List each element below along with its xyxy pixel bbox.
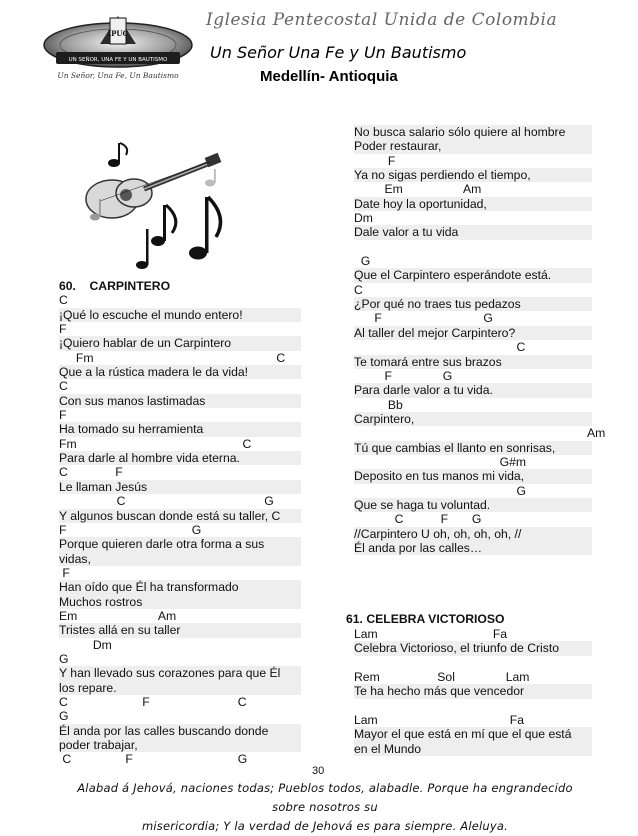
logo-top-text: IPUC — [107, 29, 129, 38]
song-60-column — [59, 279, 301, 767]
lyric-line: C G — [59, 494, 274, 509]
lyric-line: poder trabajar, — [59, 738, 301, 752]
guitar-icon — [86, 153, 221, 218]
lyric-line: ¡Quiero hablar de un Carpintero — [59, 336, 301, 350]
city: Medellín- Antioquia — [260, 68, 398, 85]
footer-line-1: Alabad á Jehová, naciones todas; Pueblos todos, alabadle. Porque ha engrandecido sobre nosotros su — [77, 781, 573, 814]
song-60-continuation — [354, 125, 606, 555]
lyric-line: Bb — [354, 397, 403, 412]
footer-line-2: misericordia; Y la verdad de Jehová es para siempre. Aleluya. — [141, 819, 509, 833]
lyric-line: F — [59, 322, 67, 337]
church-name: Iglesia Pentecostal Unida de Colombia — [206, 10, 558, 30]
lyric-line: Poder restaurar, — [354, 139, 592, 153]
lyric-line: Te tomará entre sus brazos — [354, 355, 592, 369]
lyric-line — [354, 656, 592, 670]
song-title: CELEBRA VICTORIOSO — [366, 612, 505, 626]
lyric-line: F G — [59, 522, 202, 537]
lyric-line: Am — [354, 426, 606, 441]
song-title: CARPINTERO — [89, 279, 171, 293]
lyric-line: F — [59, 565, 70, 580]
logo-banner-text: UN SEÑOR, UNA FE Y UN BAUTISMO — [68, 57, 168, 63]
motto: Un Señor Una Fe y Un Bautismo — [210, 43, 467, 62]
lyric-line: Han oído que Él ha transformado — [59, 580, 301, 594]
lyric-line: Rem Sol Lam — [354, 670, 530, 685]
lyric-line: C — [59, 293, 68, 308]
lyric-line: Que se haga tu voluntad. — [354, 498, 592, 512]
lyric-line: C F G — [354, 512, 482, 527]
lyric-line: Te ha hecho más que vencedor — [354, 684, 592, 698]
lyric-line: C F G — [59, 752, 248, 767]
lyric-line: F — [354, 153, 396, 168]
lyric-line: G — [354, 254, 371, 269]
lyric-line: Al taller del mejor Carpintero? — [354, 326, 592, 340]
lyric-line — [354, 699, 592, 713]
lyric-line: G — [59, 709, 69, 724]
lyric-line: en el Mundo — [354, 742, 592, 756]
lyric-line: G — [354, 483, 527, 498]
lyric-line: C F — [59, 465, 123, 480]
lyric-line: Le llaman Jesús — [59, 480, 301, 494]
lyric-line: C — [59, 379, 68, 394]
lyric-line: Con sus manos lastimadas — [59, 394, 301, 408]
lyric-line: F — [59, 408, 67, 423]
lyric-line: Muchos rostros — [59, 595, 301, 609]
lyric-line: Mayor el que está en mí que el que está — [354, 727, 592, 741]
guitar-music-notes-image — [60, 125, 235, 273]
song-61-column — [354, 627, 592, 756]
lyric-line: F G — [354, 311, 493, 326]
song-number: 60. — [59, 279, 76, 293]
lyric-line: Carpintero, — [354, 412, 592, 426]
lyric-line: Él anda por las calles… — [354, 541, 592, 555]
lyric-line: Em Am — [354, 182, 482, 197]
lyric-line: Que el Carpintero esperándote está. — [354, 268, 592, 282]
lyric-line: Em Am — [59, 608, 177, 623]
page-number: 30 — [312, 765, 325, 777]
lyric-line: G#m — [354, 454, 527, 469]
lyric-line: Dm — [59, 637, 112, 652]
lyric-line: Y algunos buscan donde está su taller, C — [59, 509, 301, 523]
lyric-line: Dale valor a tu vida — [354, 225, 592, 239]
lyric-line: Que a la rústica madera le da vida! — [59, 365, 301, 379]
lyric-line: Él anda por las calles buscando donde — [59, 724, 301, 738]
lyric-line: Para darle al hombre vida eterna. — [59, 451, 301, 465]
song-61-heading — [346, 612, 504, 626]
lyric-line: Ya no sigas perdiendo el tiempo, — [354, 168, 592, 182]
lyric-line: F G — [354, 368, 453, 383]
lyric-line: No busca salario sólo quiere al hombre — [354, 125, 592, 139]
footer-verse — [60, 779, 590, 836]
lyric-line: C — [354, 340, 526, 355]
lyric-line: G — [59, 651, 69, 666]
lyric-line: Dm — [354, 211, 373, 226]
lyric-line: C F C — [59, 694, 247, 709]
lyric-line: Celebra Victorioso, el triunfo de Cristo — [354, 641, 592, 655]
lyric-line: ¿Por qué no traes tus pedazos — [354, 297, 592, 311]
lyric-line: Y han llevado sus corazones para que Él — [59, 666, 301, 680]
lyric-line: Ha tomado su herramienta — [59, 422, 301, 436]
lyric-line: Fm C — [59, 436, 252, 451]
lyric-line: Lam Fa — [354, 713, 524, 728]
lyric-line: Tristes allá en su taller — [59, 623, 301, 637]
lyric-line: Date hoy la oportunidad, — [354, 197, 592, 211]
lyric-line: Lam Fa — [354, 627, 508, 641]
logo-script-text: Un Señor, Una Fe, Un Bautismo — [57, 71, 179, 80]
song-60-heading — [59, 279, 301, 293]
lyric-line: //Carpintero U oh, oh, oh, oh, // — [354, 527, 592, 541]
lyric-line: Para darle valor a tu vida. — [354, 383, 592, 397]
lyric-line: Tú que cambias el llanto en sonrisas, — [354, 441, 592, 455]
song-number: 61. — [346, 612, 363, 626]
lyric-line: Porque quieren darle otra forma a sus — [59, 537, 301, 551]
lyric-line: C — [354, 282, 363, 297]
lyric-line: Deposito en tus manos mi vida, — [354, 469, 592, 483]
lyric-line: ¡Qué lo escuche el mundo entero! — [59, 308, 301, 322]
lyric-line: Fm C — [59, 350, 286, 365]
lyric-line: los repare. — [59, 681, 301, 695]
church-logo — [40, 12, 195, 84]
lyric-line — [354, 240, 592, 254]
lyric-line: vidas, — [59, 552, 301, 566]
